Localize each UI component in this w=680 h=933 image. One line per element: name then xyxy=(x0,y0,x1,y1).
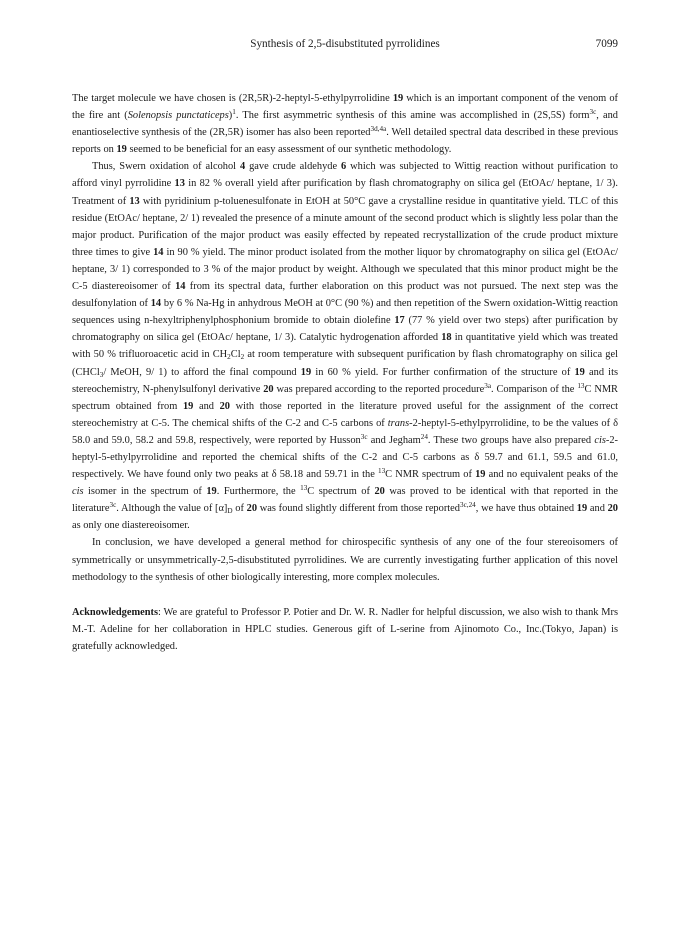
article-body xyxy=(72,90,618,655)
compound-number: 17 xyxy=(394,315,405,327)
compound-number: 20 xyxy=(246,503,258,515)
subscript: D xyxy=(227,507,233,516)
compound-number: 19 xyxy=(182,400,194,412)
text-run: , we have thus obtained xyxy=(475,503,577,515)
subscript: 2 xyxy=(227,353,231,362)
compound-number: 20 xyxy=(219,400,230,412)
text-run: . Comparison of the xyxy=(491,383,578,395)
citation: 3d,4a xyxy=(370,125,387,134)
compound-number: 6 xyxy=(341,161,347,173)
compound-number: 19 xyxy=(300,366,312,378)
text-run: (77 % yield over two steps) after purification by chromatography on silica gel (EtOAc/ heptane, 1/ 3). Catalytic hydrogenation afforded xyxy=(72,315,618,344)
compound-number: 19 xyxy=(206,486,217,498)
compound-number: 13 xyxy=(129,195,140,207)
stereo-descriptor: cis xyxy=(72,486,84,498)
text-run: The target molecule we have chosen is (2R,5R)-2-heptyl-5-ethylpyrrolidine xyxy=(72,93,393,104)
citation: 3c,24 xyxy=(459,501,476,510)
paragraph-target-molecule xyxy=(72,90,618,158)
text-run: of xyxy=(232,503,247,515)
text-run: . Furthermore, the xyxy=(216,486,301,498)
compound-number: 14 xyxy=(175,281,186,293)
text-run: and xyxy=(587,503,608,515)
text-run: in 82 % overall yield after purification by flash chromatography on silica gel (EtOAc/ heptane, 1/ 3). Treatment of xyxy=(72,178,618,207)
text-run: as only one diastereoisomer. xyxy=(72,520,190,532)
isotope-mass: 13 xyxy=(577,381,585,390)
compound-number: 14 xyxy=(150,298,162,310)
citation: 3c xyxy=(109,501,117,510)
text-run: from its spectral data, further elaboration on this product was not pursued. The next step was the desulfonylation of xyxy=(72,281,618,310)
compound-number: 19 xyxy=(574,366,585,378)
text-run: which was subjected to Wittig reaction without purification to afford vinyl pyrrolidine xyxy=(72,161,618,190)
text-run: and its stereochemistry, N-phenylsulfonyl derivative xyxy=(72,366,619,395)
page-number: 7099 xyxy=(595,38,618,50)
text-run: was proved to be identical with that reported in the literature xyxy=(72,486,618,515)
acknowledgements-heading: Acknowledgements xyxy=(72,606,159,618)
text-run: and xyxy=(193,400,220,412)
text-run: in 60 % yield. For further confirmation of the structure of xyxy=(311,366,575,378)
compound-number: 14 xyxy=(153,246,164,258)
text-run: isomer in the spectrum of xyxy=(83,486,207,498)
text-run: in 90 % yield. The minor product isolated from the mother liquor by chromatography on silica gel (EtOAc/ heptane, 3/ 1) corresponded to 3 % of the major product by weight. Although we speculated that this minor product might be the C-5 diastereoisomer of xyxy=(72,246,619,293)
text-run: which is an important component of the venom of the fire ant ( xyxy=(72,93,618,122)
text-run: Thus, Swern oxidation of alcohol xyxy=(92,161,240,173)
text-run: gave crude aldehyde xyxy=(245,161,342,173)
compound-number: 20 xyxy=(263,383,274,395)
citation: 3c xyxy=(589,108,597,117)
text-run: was prepared according to the reported procedure xyxy=(273,383,485,395)
subscript: 3 xyxy=(99,370,104,379)
running-title: Synthesis of 2,5-disubstituted pyrrolidines xyxy=(250,38,440,50)
text-run: in quantitative yield which was treated with 50 % trifluoroacetic acid in CH xyxy=(72,332,618,361)
acknowledgements-text: : We are grateful to Professor P. Potier and Dr. W. R. Nadler for helpful discussion, we also wish to thank Mrs M.-T. Adeline for her collaboration in HPLC studies. Generous gift of L-serine from Ajinomoto Co., Inc.(Tokyo, Japan) is gratefully acknowledged. xyxy=(72,606,618,652)
citation: 3a xyxy=(484,381,492,390)
compound-number: 13 xyxy=(174,178,185,190)
text-run: . Although the value of [α] xyxy=(116,503,228,515)
text-run: by 6 % Na-Hg in anhydrous MeOH at 0°C (90 %) and then repetition of the Swern oxidation-Wittig reaction sequences using n-hexyltriphenylphosphonium bromide to obtain diolefine xyxy=(72,298,618,327)
text-run: C NMR spectrum of xyxy=(385,469,476,481)
compound-number: 18 xyxy=(441,332,452,344)
text-run: with those reported in the literature proved useful for the assignment of the correct stereochemistry at C-5. The chemical shifts of the C-2 and C-5 carbons of xyxy=(72,400,618,429)
subscript: 2 xyxy=(240,353,245,362)
text-run: / MeOH, 9/ 1) to afford the final compound xyxy=(103,366,301,378)
text-run: ) xyxy=(228,110,233,122)
text-run: . The first asymmetric synthesis of this amine was accomplished in (2S,5S) form xyxy=(235,110,590,122)
text-run: -2-heptyl-5-ethylpyrrolidine, to be the values of δ 58.0 and 59.0, 58.2 and 59.8, respectively, were reported by Husson xyxy=(72,417,618,446)
text-run: was found slightly different from those reported xyxy=(257,503,460,515)
text-run: and no equivalent peaks of the xyxy=(485,469,618,481)
citation: 24 xyxy=(420,432,428,441)
text-run: and Jegham xyxy=(367,434,421,446)
compound-number: 19 xyxy=(576,503,588,515)
text-run: . These two groups have also prepared xyxy=(427,434,595,446)
text-run: at room temperature with subsequent purification by flash chromatography on silica gel (CHCl xyxy=(72,349,618,378)
compound-number: 19 xyxy=(475,469,486,481)
acknowledgements xyxy=(72,604,618,655)
text-run: C NMR spectrum obtained from xyxy=(72,383,618,412)
text-run: , and enantioselective synthesis of the (2R,5R) isomer has also been reported xyxy=(72,110,619,139)
text-run: -2-heptyl-5-ethylpyrrolidine and reported the chemical shifts of the C-2 and C-5 carbons as δ 59.7 and 61.1, 59.5 and 61.0, respectively. We have found only two peaks at δ 58.18 and 59.71 in the xyxy=(72,434,618,481)
text-run: seemed to be beneficial for an easy assessment of our synthetic methodology. xyxy=(126,144,452,156)
compound-number: 20 xyxy=(607,503,618,515)
text-run: with pyridinium p-toluenesulfonate in EtOH at 50°C gave a crystalline residue in quantitative yield. TLC of this residue (EtOAc/ heptane, 2/ 1) revealed the presence of a minute amount of the second product which is slightly less polar than the major product. Purification of the major product was easily effected by repeated recrystallization of the crude product mixture three times to give xyxy=(72,195,618,258)
stereo-descriptor: trans xyxy=(387,417,410,429)
paragraph-conclusion: In conclusion, we have developed a general method for chirospecific synthesis of any one of the four stereoisomers of symmetrically or unsymmetrically-2,5-disubstituted pyrrolidines. We are currently investigating further application of this novel methodology to the synthesis of other biologically interesting, more complex molecules. xyxy=(72,537,618,583)
text-run: . Well detailed spectral data described in these previous reports on xyxy=(72,127,618,156)
stereo-descriptor: cis xyxy=(594,434,606,446)
compound-number: 19 xyxy=(116,144,127,156)
running-header xyxy=(72,38,618,54)
isotope-mass: 13 xyxy=(377,467,386,476)
species-name: Solenopsis punctaticeps xyxy=(127,110,229,122)
paragraph-synthesis xyxy=(72,158,618,534)
text-run: C spectrum of xyxy=(307,486,375,498)
citation: 3c xyxy=(360,432,368,441)
text-run: Cl xyxy=(230,349,241,361)
compound-number: 4 xyxy=(239,161,246,173)
compound-number: 20 xyxy=(374,486,385,498)
compound-number: 19 xyxy=(392,93,404,104)
citation: 1 xyxy=(232,108,236,117)
isotope-mass: 13 xyxy=(300,484,308,493)
